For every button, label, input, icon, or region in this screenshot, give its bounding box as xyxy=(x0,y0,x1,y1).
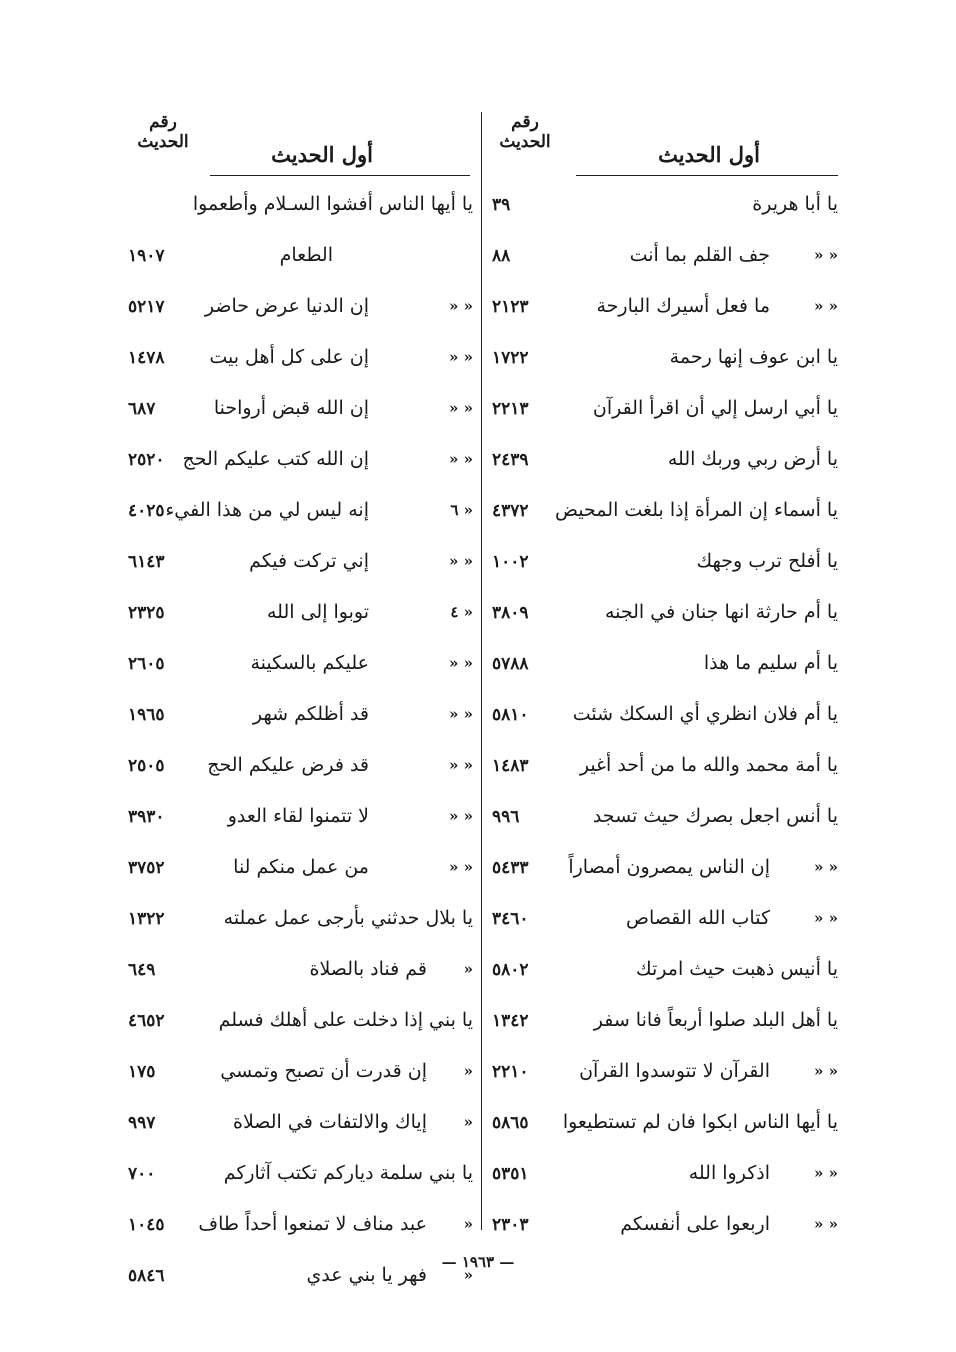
index-entry xyxy=(128,493,473,533)
ditto-marks: « ٤ xyxy=(450,603,473,621)
index-entry xyxy=(128,748,473,788)
index-entry xyxy=(492,697,838,737)
hadith-start-header: أول الحديث xyxy=(271,142,373,167)
hadith-number: ٦٨٧ xyxy=(128,399,156,419)
hadith-number: ٢٢١٠ xyxy=(492,1062,529,1082)
index-entry xyxy=(492,493,838,533)
hadith-opening-text: عبد مناف لا تمنعوا أحداً طاف xyxy=(198,1213,427,1235)
hadith-number: ٣٨٠٩ xyxy=(492,603,529,623)
ditto-marks: « « xyxy=(449,807,473,825)
hadith-number: ٥٨٦٥ xyxy=(492,1113,529,1133)
ditto-marks: « xyxy=(463,1062,473,1080)
ditto-marks: « « xyxy=(449,552,473,570)
hadith-number: ١٩٠٧ xyxy=(128,246,165,266)
index-entry xyxy=(492,646,838,686)
hadith-opening-text: عليكم بالسكينة xyxy=(250,652,369,674)
hadith-opening-text: قد فرض عليكم الحج xyxy=(207,754,369,776)
index-entry xyxy=(128,238,473,278)
hadith-number: ٦٤٩ xyxy=(128,960,156,980)
index-entry xyxy=(128,442,473,482)
hadith-number: ١٧٥ xyxy=(128,1062,156,1082)
index-entry xyxy=(128,901,473,941)
hadith-opening-text: فهر يا بني عدي xyxy=(306,1264,427,1286)
hadith-number: ٥٨٤٦ xyxy=(128,1266,165,1286)
ditto-marks: « « xyxy=(814,246,838,264)
index-entry xyxy=(492,1207,838,1247)
hadith-opening-text: إن قدرت أن تصبح وتمسي xyxy=(220,1060,427,1082)
hadith-number: ٢٢١٣ xyxy=(492,399,529,419)
hadith-opening-text: يا أهل البلد صلوا أربعاً فانا سفر xyxy=(593,1009,838,1031)
ditto-marks: « xyxy=(463,1215,473,1233)
hadith-opening-text: قد أظلكم شهر xyxy=(252,703,369,725)
index-entry xyxy=(128,952,473,992)
hadith-number: ٩٩٦ xyxy=(492,807,520,827)
index-entry xyxy=(492,187,838,227)
hadith-opening-text: توبوا إلى الله xyxy=(266,601,369,623)
hadith-opening-text: يا أم سليم ما هذا xyxy=(703,652,838,674)
index-entry xyxy=(492,289,838,329)
hadith-opening-text: يا أمة محمد والله ما من أحد أغير xyxy=(579,754,838,776)
hadith-number: ٥٣٥١ xyxy=(492,1164,529,1184)
hadith-opening-text: ما فعل أسيرك البارحة xyxy=(596,295,770,317)
index-entry xyxy=(128,697,473,737)
hadith-number-label-line2: الحديث xyxy=(499,132,551,152)
hadith-opening-text: إن الناس يمصرون أمصاراً xyxy=(568,856,770,878)
hadith-opening-text: قم فناد بالصلاة xyxy=(309,958,427,980)
index-entry xyxy=(492,1105,838,1145)
hadith-number: ٢٣٢٥ xyxy=(128,603,165,623)
hadith-number: ٦١٤٣ xyxy=(128,552,165,572)
ditto-marks: « xyxy=(463,1113,473,1131)
ditto-marks: « xyxy=(463,960,473,978)
index-entry xyxy=(492,850,838,890)
hadith-number: ١٣٢٢ xyxy=(128,909,165,929)
hadith-number: ٥٢١٧ xyxy=(128,297,165,317)
hadith-number: ١٧٢٢ xyxy=(492,348,529,368)
index-entry xyxy=(492,442,838,482)
index-entry xyxy=(128,1003,473,1043)
index-entry xyxy=(128,850,473,890)
hadith-opening-text: اربعوا على أنفسكم xyxy=(620,1213,770,1235)
hadith-number: ٣٩٣٠ xyxy=(128,807,165,827)
index-entry xyxy=(128,595,473,635)
index-entry xyxy=(492,238,838,278)
hadith-opening-text: يا أم فلان انظري أي السكك شئت xyxy=(572,703,838,725)
index-entry xyxy=(128,799,473,839)
index-entry xyxy=(492,799,838,839)
index-entry xyxy=(128,340,473,380)
hadith-opening-text: إني تركت فيكم xyxy=(249,550,369,572)
hadith-number: ١٤٨٣ xyxy=(492,756,529,776)
hadith-opening-text: جف القلم بما أنت xyxy=(629,244,770,266)
index-entry xyxy=(128,391,473,431)
hadith-opening-text: يا بلال حدثني بأرجى عمل عملته xyxy=(223,907,473,929)
hadith-opening-text: إنه ليس لي من هذا الفيء xyxy=(165,499,369,521)
hadith-opening-text: يا أفلح ترب وجهك xyxy=(696,550,838,572)
hadith-opening-text: يا بني إذا دخلت على أهلك فسلم xyxy=(218,1009,473,1031)
hadith-number: ٣٧٥٢ xyxy=(128,858,165,878)
ditto-marks: « xyxy=(463,1266,473,1284)
hadith-opening-text: إن الله قبض أرواحنا xyxy=(213,397,369,419)
index-entry xyxy=(492,1054,838,1094)
ditto-marks: « « xyxy=(449,756,473,774)
ditto-marks: « « xyxy=(449,450,473,468)
hadith-number: ٧٠٠ xyxy=(128,1164,156,1184)
hadith-opening-text: إن الله كتب عليكم الحج xyxy=(182,448,369,470)
ditto-marks: « « xyxy=(449,297,473,315)
hadith-number: ٩٩٧ xyxy=(128,1113,156,1133)
ditto-marks: « « xyxy=(814,858,838,876)
ditto-marks: « « xyxy=(814,1215,838,1233)
index-entry xyxy=(492,595,838,635)
hadith-opening-text: من عمل منكم لنا xyxy=(233,856,369,878)
hadith-opening-text: يا أم حارثة انها جنان في الجنه xyxy=(604,601,838,623)
header-rule xyxy=(576,175,838,176)
hadith-number: ١٣٤٢ xyxy=(492,1011,529,1031)
hadith-opening-text: القرآن لا تتوسدوا القرآن xyxy=(579,1060,770,1082)
index-entry xyxy=(492,952,838,992)
hadith-opening-text: يا أرض ربي وربك الله xyxy=(667,448,838,470)
ditto-marks: « « xyxy=(449,705,473,723)
right-column-header xyxy=(490,112,840,182)
hadith-opening-text: يا أسماء إن المرأة إذا بلغت المحيض xyxy=(555,499,838,521)
hadith-number: ٣٤٦٠ xyxy=(492,909,529,929)
index-entry xyxy=(128,1207,473,1247)
ditto-marks: « « xyxy=(814,297,838,315)
ditto-marks: « « xyxy=(814,1062,838,1080)
index-entry xyxy=(128,646,473,686)
hadith-number: ٤٠٢٥ xyxy=(128,501,165,521)
hadith-opening-text: يا ابن عوف إنها رحمة xyxy=(669,346,838,368)
hadith-number: ٢٤٣٩ xyxy=(492,450,529,470)
hadith-number: ٤٦٥٢ xyxy=(128,1011,165,1031)
index-entry xyxy=(492,1156,838,1196)
hadith-number-label-line1: رقم xyxy=(511,112,539,132)
ditto-marks: « ٦ xyxy=(450,501,473,519)
hadith-number: ٢٥٠٥ xyxy=(128,756,165,776)
hadith-number: ٥٨٠٢ xyxy=(492,960,529,980)
hadith-opening-text: لا تتمنوا لقاء العدو xyxy=(227,805,369,827)
index-entry xyxy=(492,901,838,941)
hadith-opening-text: يا أنيس ذهبت حيث امرتك xyxy=(635,958,838,980)
hadith-opening-text: إياك والالتفات في الصلاة xyxy=(233,1111,427,1133)
index-entry xyxy=(128,1054,473,1094)
hadith-number-label-line2: الحديث xyxy=(137,132,189,152)
hadith-start-header: أول الحديث xyxy=(658,142,760,167)
hadith-number: ٢١٢٣ xyxy=(492,297,529,317)
hadith-opening-text: إن الدنيا عرض حاضر xyxy=(204,295,369,317)
hadith-number: ١٤٧٨ xyxy=(128,348,165,368)
ditto-marks: « « xyxy=(449,348,473,366)
ditto-marks: « « xyxy=(449,858,473,876)
ditto-marks: « « xyxy=(814,1164,838,1182)
hadith-number-header xyxy=(490,112,560,152)
ditto-marks: « « xyxy=(814,909,838,927)
page-number: — ١٩٦٣ — xyxy=(441,1253,515,1271)
hadith-number: ٢٥٢٠ xyxy=(128,450,165,470)
hadith-opening-text: يا أيها الناس ابكوا فان لم تستطيعوا xyxy=(562,1111,838,1133)
hadith-number: ٢٦٠٥ xyxy=(128,654,165,674)
hadith-number: ٥٧٨٨ xyxy=(492,654,529,674)
hadith-opening-text: يا أيها الناس أفشوا السـلام وأطعموا xyxy=(192,193,473,215)
hadith-opening-text: يا بني سلمة دياركم تكتب آثاركم xyxy=(223,1162,473,1184)
index-entry xyxy=(128,289,473,329)
hadith-number: ١٠٤٥ xyxy=(128,1215,165,1235)
hadith-number: ٢٣٠٣ xyxy=(492,1215,529,1235)
column-divider xyxy=(481,112,482,1230)
hadith-opening-text: يا أبي ارسل إلي أن اقرأ القرآن xyxy=(592,397,838,419)
index-entry xyxy=(128,187,473,227)
index-entry xyxy=(128,544,473,584)
hadith-number: ٥٨١٠ xyxy=(492,705,529,725)
hadith-opening-text: الطعام xyxy=(279,244,333,266)
index-entry xyxy=(492,544,838,584)
hadith-number: ٨٨ xyxy=(492,246,511,266)
hadith-opening-text: يا أبا هريرة xyxy=(752,193,838,215)
ditto-marks: « « xyxy=(449,654,473,672)
hadith-number: ٥٤٣٣ xyxy=(492,858,529,878)
index-entry xyxy=(492,1003,838,1043)
hadith-number-header xyxy=(128,112,198,152)
hadith-opening-text: كتاب الله القصاص xyxy=(626,907,770,929)
ditto-marks: « « xyxy=(449,399,473,417)
index-entry xyxy=(492,340,838,380)
hadith-number: ٣٩ xyxy=(492,195,511,215)
index-entry xyxy=(492,391,838,431)
hadith-number: ١٩٦٥ xyxy=(128,705,165,725)
left-column-header xyxy=(128,112,473,182)
index-entry xyxy=(128,1156,473,1196)
index-entry xyxy=(128,1105,473,1145)
index-entry xyxy=(492,748,838,788)
hadith-opening-text: إن على كل أهل بيت xyxy=(209,346,369,368)
hadith-number: ٤٣٧٢ xyxy=(492,501,529,521)
hadith-opening-text: يا أنس اجعل بصرك حيث تسجد xyxy=(592,805,838,827)
hadith-opening-text: اذكروا الله xyxy=(688,1162,770,1184)
hadith-number-label-line1: رقم xyxy=(149,112,177,132)
header-rule xyxy=(210,175,470,176)
hadith-number: ١٠٠٢ xyxy=(492,552,529,572)
